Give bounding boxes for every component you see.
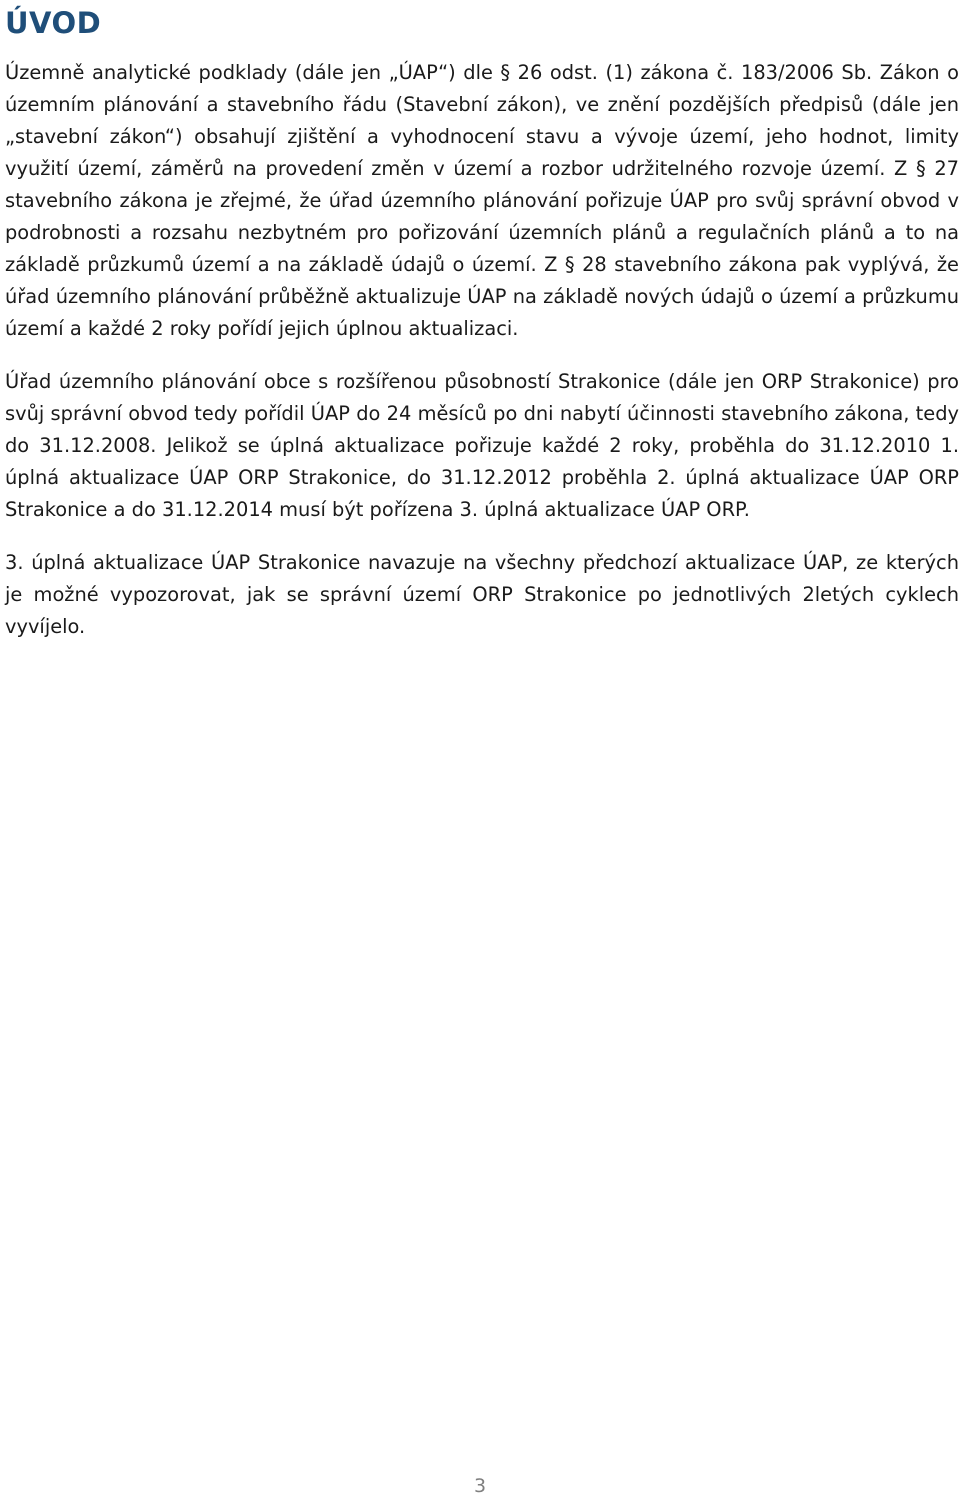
paragraph-1: Územně analytické podklady (dále jen „ÚAP“) dle § 26 odst. (1) zákona č. 183/2006 Sb. Zákon o územním plánování a stavebního řádu (Stavební zákon), ve znění pozdějších předpisů (dále jen „stavební zákon“) obsahují zjištění a vyhodnocení stavu a vývoje území, jeho hodnot, limity využití území, záměrů na provedení změn v území a rozbor udržitelného rozvoje území. Z § 27 stavebního zákona je zřejmé, že úřad územního plánování pořizuje ÚAP pro svůj správní obvod v podrobnosti a rozsahu nezbytném pro pořizování územních plánů a regulačních plánů a to na základě průzkumů území a na základě údajů o území. Z § 28 stavebního zákona pak vyplývá, že úřad územního plánování průběžně aktualizuje ÚAP na základě nových údajů o území a průzkumu území a každé 2 roky pořídí jejich úplnou aktualizaci. [5, 61, 959, 340]
document-page [5, 0, 959, 643]
paragraph-2: Úřad územního plánování obce s rozšířenou působností Strakonice (dále jen ORP Strakonice) pro svůj správní obvod tedy pořídil ÚAP do 24 měsíců po dni nabytí účinnosti stavebního zákona, tedy do 31.12.2008. Jelikož se úplná aktualizace pořizuje každé 2 roky, proběhla do 31.12.2010 1. úplná aktualizace ÚAP ORP Strakonice, do 31.12.2012 proběhla 2. úplná aktualizace ÚAP ORP Strakonice a do 31.12.2014 musí být pořízena 3. úplná aktualizace ÚAP ORP. [5, 370, 959, 521]
page-number: 3 [473, 1475, 487, 1497]
section-heading: ÚVOD [5, 6, 102, 40]
paragraph-3: 3. úplná aktualizace ÚAP Strakonice navazuje na všechny předchozí aktualizace ÚAP, ze kterých je možné vypozorovat, jak se správní území ORP Strakonice po jednotlivých 2letých cyklech vyvíjelo. [5, 551, 959, 638]
